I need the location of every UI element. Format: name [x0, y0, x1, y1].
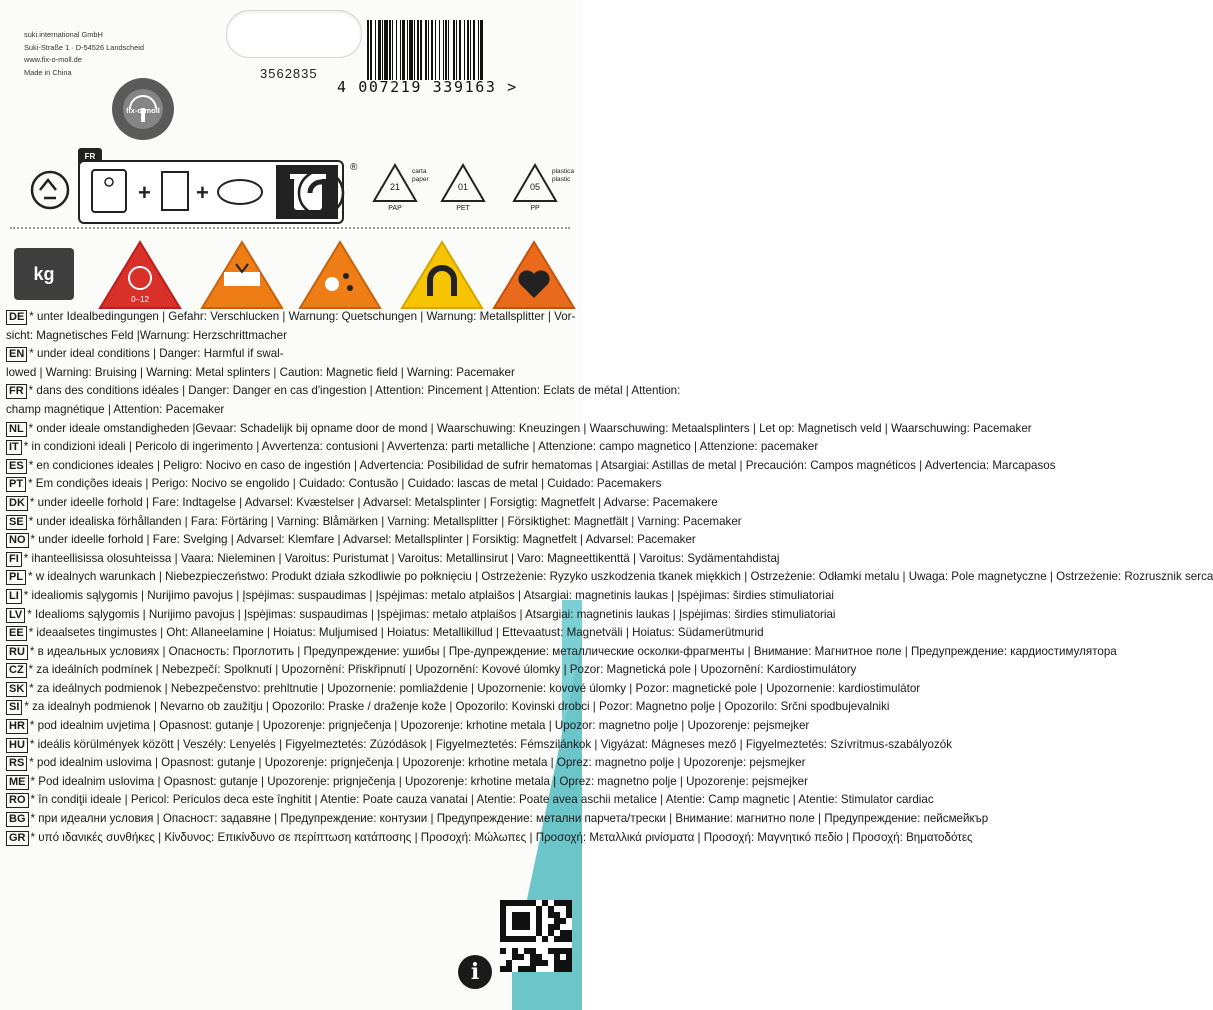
- code-number: 05: [529, 182, 540, 192]
- product-number: 3562835: [260, 66, 318, 81]
- warning-text: * en condiciones ideales | Peligro: Nocivo en caso de ingestión | Advertencia: Posibilidad de sufrir hematomas | Atsargiai: Astillas de metal | Precaución: Campos magnéticos | Advertencia: Marcapasos: [28, 458, 1056, 472]
- warning-text: * ihanteellisissa olosuhteissa | Vaara: Nieleminen | Varoitus: Puristumat | Varoitus: Metallinsirut | Varo: Magneettikenttä | Varoitus: Sydämentahdistaj: [23, 551, 780, 565]
- warning-text: * za ideálních podmínek | Nebezpečí: Spolknutí | Upozornění: Přiskřipnutí | Upozornění: Kovové úlomky | Pozor: Magnetická pole | Upozornění: Kardiostimulátory: [28, 663, 857, 677]
- pinch-hazard-icon: [198, 238, 286, 310]
- warning-text: * pod idealnim uslovima | Opasnost: gutanje | Upozorenje: prignječenja | Upozorenje: krhotine metala | Oprez: magnetno polje | Upozorenje: pejsmejker: [29, 756, 806, 770]
- language-tag: NO: [6, 533, 29, 548]
- warning-text-line: [6, 327, 576, 346]
- code-number: 01: [457, 182, 468, 192]
- metal-splinter-icon: [296, 238, 384, 310]
- barcode-number: 4 007219 339163 >: [337, 78, 518, 96]
- barcode: [367, 20, 557, 80]
- warning-text-line: [6, 606, 836, 625]
- seal-brand: fix-o-moll: [126, 105, 160, 115]
- warning-text-line: [6, 736, 952, 755]
- warning-text-line: [6, 643, 1117, 662]
- registered-mark: ®: [350, 162, 358, 173]
- language-tag: PL: [6, 570, 26, 585]
- warning-text: * under ideal conditions | Danger: Harmful if swal-: [29, 347, 284, 361]
- warning-text-line: [6, 587, 834, 606]
- warning-text-line: [6, 531, 696, 550]
- warning-text-line: [6, 698, 890, 717]
- code-label: plastica plastic: [552, 168, 575, 183]
- green-dot-icon: [296, 168, 346, 218]
- language-tag: DE: [6, 310, 27, 325]
- warning-text-line: [6, 513, 742, 532]
- warning-text: * under ideelle forhold | Fare: Indtagelse | Advarsel: Kvæstelser | Advarsel: Metalsplinter | Forsigtig: Magnetfelt | Advarse: Pacemakere: [29, 495, 718, 509]
- code-abbr: PP: [530, 205, 540, 212]
- code-abbr: PET: [456, 205, 470, 212]
- warning-text-line: [6, 680, 921, 699]
- qr-code: [500, 900, 572, 972]
- language-tag: GR: [6, 831, 29, 846]
- pacemaker-icon: [490, 238, 578, 310]
- info-icon: i: [458, 955, 492, 989]
- warning-text: * при идеални условия | Опасност: задавяне | Предупреждение: контузии | Предупреждение: метални парчета/трески | Внимание: магнитно поле | Предупреждение: пейсмейкър: [30, 812, 989, 826]
- warning-text: * in condizioni ideali | Pericolo di ingerimento | Avvertenza: contusioni | Avvertenza: parti metalliche | Attenzione: campo magnetico | Attenzione: pacemaker: [23, 440, 819, 454]
- fr-tag: FR: [78, 148, 102, 164]
- language-tag: CZ: [6, 663, 27, 678]
- language-tag: SE: [6, 515, 27, 530]
- warning-text: * onder ideale omstandigheden |Gevaar: Schadelijk bij opname door de mond | Waarschuwing: Kneuzingen | Waarschuwing: Metaalsplinters | Let op: Magnetisch veld | Waarschuwing: Pacemaker: [28, 421, 1032, 435]
- warning-text-line: [6, 494, 718, 513]
- warning-text-line: [6, 550, 780, 569]
- code-abbr: PAP: [388, 205, 402, 212]
- language-tag: EN: [6, 347, 27, 362]
- warning-text-line: [6, 345, 576, 364]
- warning-text: * w idealnych warunkach | Niebezpieczeństwo: Produkt działa szkodliwie po połknięciu | Ostrzeżenie: Ryzyko uszkodzenia tkanek miękkich | Ostrzeżenie: Odłamki metalu | Uwaga: Pole magnetyczne | Ostrzeżenie: Rozrusznik serca: [28, 570, 1213, 584]
- warning-text: * dans des conditions idéales | Danger: Danger en cas d'ingestion | Attention: Pincement | Attention: Eclats de métal | Attention:: [28, 384, 681, 398]
- qr-module: [566, 966, 572, 972]
- warning-text: * unter Idealbedingungen | Gefahr: Verschlucken | Warnung: Quetschungen | Warnung: Metallsplitter | Vor-: [29, 310, 576, 323]
- language-tag: SI: [6, 700, 22, 715]
- language-tag: FR: [6, 384, 27, 399]
- company-address: [24, 29, 144, 79]
- language-tag: EE: [6, 626, 27, 641]
- warning-text-line: [6, 624, 764, 643]
- warning-text-line: [6, 568, 1213, 587]
- warning-text-line: [6, 382, 681, 401]
- magnetic-field-icon: [398, 238, 486, 310]
- warning-text-line: [6, 308, 576, 327]
- warning-text: * za idealnyh podmienok | Nevarno ob zaužitju | Opozorilo: Praske / draženje kože | Opozorilo: Kovinski drobci | Pozor: Magnetno polje | Opozorilo: Srčni spodbujevalniki: [24, 700, 890, 714]
- language-tag: RO: [6, 793, 29, 808]
- warning-text-line: [6, 791, 934, 810]
- kg-label: kg: [33, 263, 55, 284]
- warning-text: * Idealioms sąlygomis | Nurijimo pavojus | Įspėjimas: suspaudimas | Įspėjimas: metalo atplaišos | Atsargiai: magnetinis laukas | Įspėjimas: širdies stimuliatoriai: [27, 607, 836, 621]
- warning-text: * pod idealnim uvjetima | Opasnost: gutanje | Upozorenje: prignječenja | Upozorenje: krhotine metala | Upozor: magnetno polje | Upozorenje: pejsmejker: [29, 719, 810, 733]
- warning-text-line: [6, 364, 576, 383]
- language-tag: NL: [6, 422, 27, 437]
- warning-text: * idealiomis sąlygomis | Nurijimo pavojus | Įspėjimas: suspaudimas | Įspėjimas: metalo atplaišos | Atsargiai: magnetinis laukas | Įspėjimas: širdies stimuliatoriai: [23, 588, 834, 602]
- warning-text: * ideaalsetes tingimustes | Oht: Allaneelamine | Hoiatus: Muljumised | Hoiatus: Metallikillud | Ettevaatust: Magnetväli | Hoiatus: Südamerütmurid: [28, 626, 764, 640]
- warning-text-line: [6, 475, 662, 494]
- weight-icon: [14, 248, 74, 300]
- recycling-code-pp: [512, 162, 574, 222]
- warning-text-line: [6, 829, 973, 848]
- warning-text: * Em condições ideais | Perigo: Nocivo se engolido | Cuidado: Contusão | Cuidado: lascas de metal | Cuidado: Pacemakers: [28, 477, 662, 491]
- warning-text-line: [6, 457, 1056, 476]
- triman-icon: [30, 168, 70, 212]
- language-tag: RU: [6, 645, 28, 660]
- code-label: carta paper: [412, 168, 429, 183]
- language-tag: HR: [6, 719, 28, 734]
- language-tag: SK: [6, 682, 27, 697]
- warning-text: * în condiţii ideale | Pericol: Periculos deca este înghitit | Atentie: Poate cauza vanatai | Atentie: Poate avea aschii metalice | Atentie: Camp magnetic | Atentie: Stimulator cardiac: [30, 793, 934, 807]
- warning-text: * za ideálnych podmienok | Nebezpečenstvo: prehltnutie | Upozornenie: pomliaždenie | Upozornenie: kovové úlomky | Pozor: magnetické pole | Upozornenie: kardiostimulátor: [29, 681, 921, 695]
- warning-text: * Pod idealnim uslovima | Opasnost: gutanje | Upozorenje: prignječenja | Upozorenje: krhotine metala | Oprez: magnetno polje | Upozorenje: pejsmejker: [30, 774, 808, 788]
- recycling-code-pap: [372, 162, 434, 222]
- language-tag: DK: [6, 496, 28, 511]
- language-tag: RS: [6, 756, 27, 771]
- language-tag: HU: [6, 738, 28, 753]
- warning-text: lowed | Warning: Bruising | Warning: Metal splinters | Caution: Magnetic field | Warning: Pacemaker: [6, 365, 515, 379]
- company-street: Suki-Straße 1 · D-54526 Landscheid: [24, 42, 144, 52]
- language-tag: LV: [6, 608, 25, 623]
- dotted-divider: [10, 227, 570, 229]
- warning-text: * under idealiska förhållanden | Fara: Förtäring | Varning: Blåmärken | Varning: Metallsplitter | Försiktighet: Magnetfält | Varning: Pacemaker: [28, 514, 742, 528]
- language-tag: ES: [6, 459, 27, 474]
- svg-text:+: +: [196, 180, 209, 205]
- language-tag: ME: [6, 775, 29, 790]
- language-tag: IT: [6, 440, 22, 455]
- language-tag: PT: [6, 477, 26, 492]
- warning-text-line: [6, 401, 576, 420]
- age-label: 0–12: [131, 295, 149, 304]
- warning-text-line: [6, 717, 810, 736]
- warning-text: champ magnétique | Attention: Pacemaker: [6, 402, 225, 416]
- warning-text: sicht: Magnetisches Feld |Warnung: Herzschrittmacher: [6, 328, 287, 342]
- company-origin: Made in China: [24, 67, 72, 77]
- recycling-code-pet: [440, 162, 502, 222]
- warning-text-line: [6, 420, 1032, 439]
- warning-icons-row: [0, 238, 582, 310]
- warning-text: * ideális körülmények között | Veszély: Lenyelés | Figyelmeztetés: Zúzódások | Figyelmeztetés: Fémszilánkok | Vigyázat: Mágneses mező | Figyelmeztetés: Szívritmus-szabályozók: [29, 737, 952, 751]
- company-name: suki.international GmbH: [24, 30, 103, 39]
- warning-text-line: [6, 773, 808, 792]
- choking-hazard-icon: [96, 238, 184, 310]
- warning-text-line: [6, 810, 989, 829]
- code-number: 21: [389, 182, 400, 192]
- warning-text-line: [6, 438, 819, 457]
- warning-text: * υπό ιδανικές συνθήκες | Κίνδυνος: Επικίνδυνο σε περίπτωση κατάποσης | Προσοχή: Μώλωπες | Προσοχή: Μεταλλικά ρινίσματα | Προσοχή: Μαγνητικό πεδίο | Προσοχή: Βηματοδότες: [30, 830, 973, 844]
- warning-text-line: [6, 754, 806, 773]
- warning-text: * under ideelle forhold | Fare: Svelging | Advarsel: Klemfare | Advarsel: Metallsplinter | Forsiktig: Magnetfelt | Advarsel: Pacemaker: [30, 533, 696, 547]
- hang-hole: [226, 10, 362, 58]
- barcode-bar: [483, 20, 485, 80]
- language-tag: FI: [6, 552, 22, 567]
- warning-text: * в идеальных условиях | Опасность: Проглотить | Предупреждение: ушибы | Пре-дупреждение: металлические осколки-фрагменты | Внимание: Магнитное поле | Предупреждение: кардиостимулятора: [29, 644, 1117, 658]
- language-tag: BG: [6, 812, 29, 827]
- language-tag: LI: [6, 589, 22, 604]
- company-web: www.fix-o-moll.de: [24, 55, 82, 64]
- warning-text-line: [6, 661, 857, 680]
- svg-text:+: +: [138, 180, 151, 205]
- warning-text-block: [6, 308, 1213, 847]
- quality-seal: [112, 78, 174, 140]
